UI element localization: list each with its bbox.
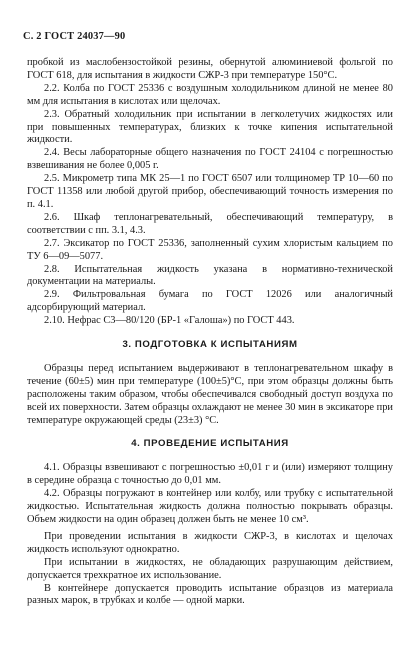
section-3-paragraph: Образцы перед испытанием выдерживают в теплонагревательном шкафу в течение (60±5) мин при температуре (100±5)°С, при этом образцы должны быть расположены таким образом, чтобы обеспечивался свободный доступ воздуха по всей их поверхности. Затем образцы охлаждают не менее 30 мин в эксикаторе при температуре окружающей среды (23±3) °С. (27, 362, 393, 426)
item-2-6: 2.6. Шкаф теплонагревательный, обеспечивающий температуру, в соответствии с пп. 3.1, 4.3. (27, 211, 393, 236)
item-2-5: 2.5. Микрометр типа МК 25—1 по ГОСТ 6507 или толщиномер ТР 10—60 по ГОСТ 11358 или любой другой прибор, обеспечивающий точность измерения по п. 4.1. (27, 173, 393, 210)
paragraph-4-2: 4.2. Образцы погружают в контейнер или колбу, или трубку с испытательной жидкостью. Испытательная жидкость должна полностью покрывать образцы. Объем жидкости на один образец должен быть не менее 10 см³. (27, 488, 393, 525)
item-2-2: 2.2. Колба по ГОСТ 25336 с воздушным холодильником длиной не менее 80 мм для испытания в кислотах или щелочах. (27, 82, 393, 107)
intro-paragraph: пробкой из маслобензостойкой резины, обернутой алюминиевой фольгой по ГОСТ 618, для испытания в жидкости СЖР-3 при температуре 150°С. (27, 57, 393, 81)
paragraph-4-1: 4.1. Образцы взвешивают с погрешностью ±0,01 г и (или) измеряют толщину в середине образца с точностью до 0,01 мм. (27, 462, 393, 487)
item-2-7: 2.7. Эксикатор по ГОСТ 25336, заполненный сухим хлористым кальцием по ТУ 6—09—5077. (27, 237, 393, 262)
item-2-8: 2.8. Испытательная жидкость указана в нормативно-технической документации на материалы. (27, 263, 393, 288)
section-4-title: 4. ПРОВЕДЕНИЕ ИСПЫТАНИЯ (131, 438, 289, 450)
document-body (27, 57, 393, 608)
paragraph-4-2-note-1: При проведении испытания в жидкости СЖР-3, в кислотах и щелочах жидкость используют однократно. (27, 530, 393, 555)
paragraph-4-2-note-2: При испытании в жидкостях, не обладающих разрушающим действием, допускается трехкратное их использование. (27, 556, 393, 581)
item-2-3: 2.3. Обратный холодильник при испытании в легколетучих жидкостях или при повышенных температурах, близких к точке кипения испытательной жидкости. (27, 108, 393, 146)
item-2-4: 2.4. Весы лабораторные общего назначения по ГОСТ 24104 с погрешностью взвешивания не более 0,005 г. (27, 147, 393, 172)
item-2-9: 2.9. Фильтровальная бумага по ГОСТ 12026 или аналогичный адсорбирующий материал. (27, 289, 393, 314)
page-header: С. 2 ГОСТ 24037—90 (23, 31, 126, 42)
item-2-10: 2.10. Нефрас С3—80/120 (БР-1 «Галоша») по ГОСТ 443. (44, 315, 295, 327)
paragraph-4-2-note-3: В контейнере допускается проводить испытание образцов из материала разных марок, в трубках и колбе — одной марки. (27, 582, 393, 607)
section-3-title: 3. ПОДГОТОВКА К ИСПЫТАНИЯМ (122, 339, 298, 351)
